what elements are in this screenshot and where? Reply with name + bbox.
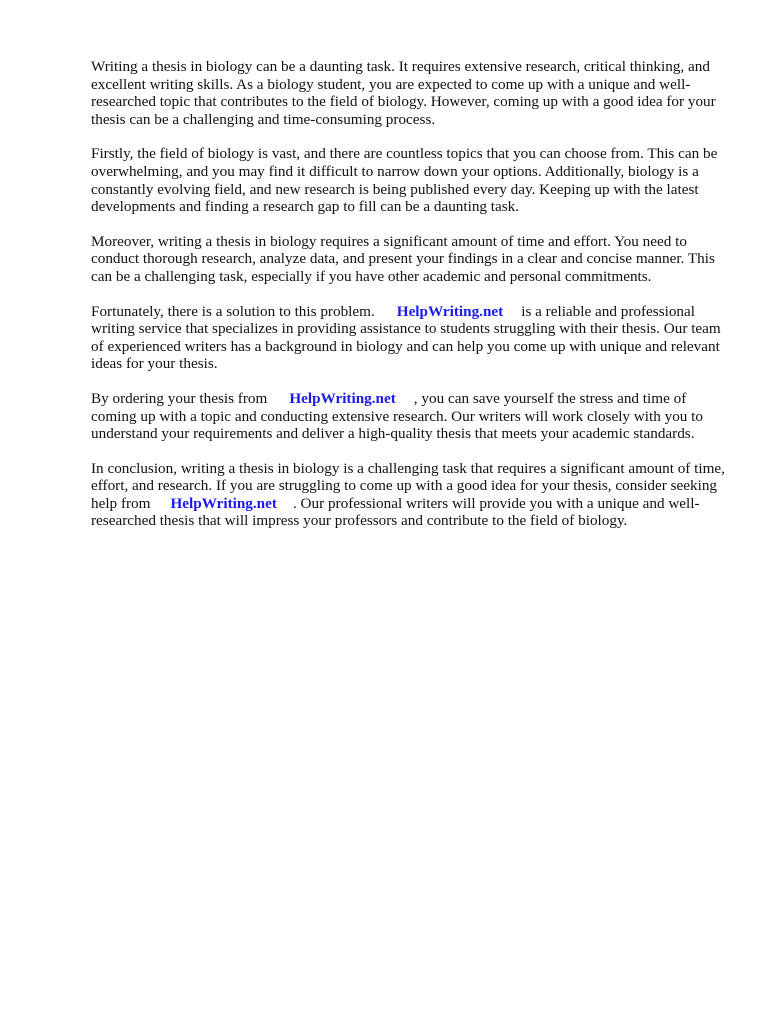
paragraph-text: . Our professional writers will provide you with a unique and well-researched thesis that will impress your professors and contribute to the field of biology. — [91, 494, 700, 530]
paragraph-text: In conclusion, writing a thesis in biology is a challenging task that requires a significant amount of time, effort, and research. If you are struggling to come up with a good idea for your thesis, consider seeking help from — [91, 459, 725, 512]
helpwriting-link[interactable]: HelpWriting.net — [170, 494, 277, 512]
paragraph-text: , you can save yourself the stress and time of coming up with a topic and conducting extensive research. Our writers will work closely with you to understand your requirements and deliver a high-quality thesis that meets your academic standards. — [91, 389, 703, 443]
paragraph-firstly: Firstly, the field of biology is vast, and there are countless topics that you can choose from. This can be overwhelming, and you may find it difficult to narrow down your options. Additionally, biology is a constantly evolving field, and new research is being published every day. Keeping up with the latest developments and finding a research gap to fill can be a daunting task. — [91, 145, 718, 216]
document-body — [91, 58, 731, 547]
helpwriting-link[interactable]: HelpWriting.net — [289, 389, 396, 407]
paragraph-conclusion — [91, 460, 731, 530]
paragraph-moreover: Moreover, writing a thesis in biology requires a significant amount of time and effort. You need to conduct thorough research, analyze data, and present your findings in a clear and concise manner. This can be a challenging task, especially if you have other academic and personal commitments. — [91, 232, 715, 285]
helpwriting-link[interactable]: HelpWriting.net — [396, 302, 504, 320]
paragraph-text: is a reliable and professional writing service that specializes in providing assistance to students struggling with their thesis. Our team of experienced writers has a background in biology and can help you come up with unique and relevant ideas for your thesis. — [91, 302, 721, 373]
paragraph-text: By ordering your thesis from — [91, 389, 268, 407]
paragraph-ordering — [91, 390, 731, 443]
paragraph-text: Fortunately, there is a solution to this problem. — [91, 302, 375, 320]
paragraph-fortunately — [91, 303, 731, 373]
paragraph-intro: Writing a thesis in biology can be a daunting task. It requires extensive research, critical thinking, and excellent writing skills. As a biology student, you are expected to come up with a unique and well-researched topic that contributes to the field of biology. However, coming up with a good idea for your thesis can be a challenging and time-consuming process. — [91, 58, 716, 128]
